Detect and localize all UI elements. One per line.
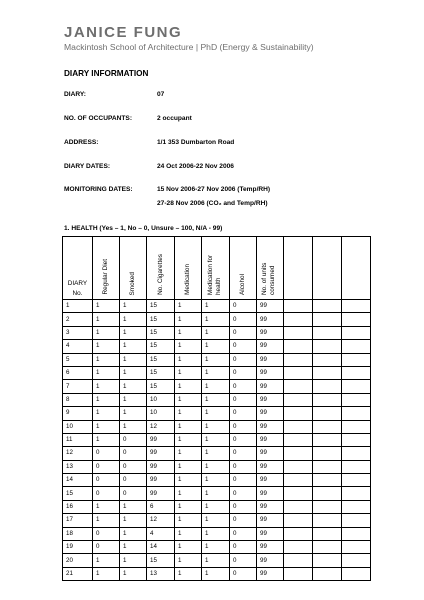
table-cell: 1 [175,474,202,487]
table-row [63,567,371,580]
table-cell: 1 [202,567,230,580]
field-value-monitoring-dates: 15 Nov 2006-27 Nov 2006 (Temp/RH) [157,186,271,193]
table-cell: 1 [120,380,147,393]
column-header-units-consumed: No. of units consumed [257,237,284,300]
table-cell: 1 [120,527,147,540]
table-cell [284,541,313,554]
table-cell: 0 [230,300,257,313]
table-cell: 0 [230,500,257,513]
table-cell: 10 [147,393,175,406]
table-cell [313,313,342,326]
table-cell: 0 [230,353,257,366]
field-label-diary-dates: DIARY DATES: [64,163,111,170]
table-cell: 4 [63,340,93,353]
table-cell: 0 [230,474,257,487]
table-cell: 15 [63,487,93,500]
table-cell: 0 [230,433,257,446]
table-cell: 15 [147,366,175,379]
table-cell [342,326,371,339]
table-cell [284,500,313,513]
health-section-title: 1. HEALTH (Yes – 1, No – 0, Unsure – 100, N/A - 99) [64,225,223,232]
table-cell: 0 [93,460,120,473]
table-cell: 1 [202,313,230,326]
column-header-blank-3 [342,237,371,300]
table-cell [313,460,342,473]
table-cell: 0 [120,433,147,446]
table-row [63,527,371,540]
table-cell: 99 [147,460,175,473]
author-name: JANICE FUNG [64,24,183,41]
table-cell: 1 [120,393,147,406]
table-row [63,420,371,433]
table-cell [313,300,342,313]
table-cell [342,460,371,473]
column-header-no-cigarettes: No. Cigarettes [147,237,175,300]
table-cell: 1 [175,300,202,313]
table-cell: 0 [230,340,257,353]
table-row [63,300,371,313]
table-cell: 13 [63,460,93,473]
table-cell: 1 [93,393,120,406]
table-cell: 17 [63,514,93,527]
table-cell [342,407,371,420]
table-cell: 0 [230,487,257,500]
table-cell: 1 [93,380,120,393]
table-cell: 1 [202,527,230,540]
table-cell: 1 [175,541,202,554]
table-cell: 15 [147,353,175,366]
table-cell: 1 [175,554,202,567]
table-cell: 99 [147,474,175,487]
table-cell: 1 [120,300,147,313]
table-cell [284,527,313,540]
table-cell: 15 [147,326,175,339]
table-cell [342,393,371,406]
field-label-monitoring-dates: MONITORING DATES: [64,186,133,193]
table-row [63,487,371,500]
table-cell: 1 [202,514,230,527]
table-cell: 1 [202,380,230,393]
table-cell: 0 [120,460,147,473]
table-cell: 1 [175,514,202,527]
table-cell: 1 [202,366,230,379]
table-cell [342,487,371,500]
table-cell: 1 [175,353,202,366]
field-label-occupants: NO. OF OCCUPANTS: [64,115,133,122]
table-cell: 14 [147,541,175,554]
table-cell [313,474,342,487]
table-cell [313,567,342,580]
table-cell: 1 [175,313,202,326]
table-cell: 0 [230,393,257,406]
table-cell [342,353,371,366]
table-cell: 1 [120,514,147,527]
table-cell: 0 [230,541,257,554]
table-cell: 1 [202,447,230,460]
table-cell: 21 [63,567,93,580]
diary-header-line2: No. [72,290,83,297]
table-cell: 15 [147,300,175,313]
table-cell: 1 [202,487,230,500]
table-row [63,326,371,339]
table-cell [313,500,342,513]
table-cell: 1 [175,527,202,540]
table-cell: 0 [230,326,257,339]
column-header-blank-1 [284,237,313,300]
table-cell: 99 [257,407,284,420]
table-cell [284,366,313,379]
table-cell: 1 [202,300,230,313]
table-cell: 99 [257,340,284,353]
table-cell [284,407,313,420]
table-cell [313,366,342,379]
table-cell [284,353,313,366]
table-cell: 1 [175,407,202,420]
table-cell: 1 [93,554,120,567]
table-cell [284,313,313,326]
table-cell: 11 [63,433,93,446]
table-cell: 1 [93,407,120,420]
table-cell: 16 [63,500,93,513]
table-cell: 1 [93,300,120,313]
table-cell [342,474,371,487]
field-value-monitoring-dates-2: 27-28 Nov 2006 (CO₂ and Temp/RH) [157,200,268,207]
table-cell [342,500,371,513]
table-cell: 0 [230,366,257,379]
table-row [63,433,371,446]
table-cell: 1 [120,420,147,433]
table-cell: 1 [93,500,120,513]
table-cell [284,474,313,487]
table-cell: 1 [202,326,230,339]
table-cell: 1 [175,433,202,446]
table-cell: 1 [175,393,202,406]
table-row [63,514,371,527]
table-row [63,366,371,379]
table-cell: 99 [257,460,284,473]
table-cell: 1 [175,420,202,433]
table-cell: 1 [93,514,120,527]
table-cell: 1 [120,340,147,353]
table-cell: 1 [120,366,147,379]
table-cell: 10 [63,420,93,433]
table-cell: 99 [257,300,284,313]
table-cell: 18 [63,527,93,540]
table-cell: 99 [147,433,175,446]
table-cell: 1 [93,313,120,326]
table-cell: 0 [230,407,257,420]
table-cell: 0 [93,541,120,554]
table-cell: 7 [63,380,93,393]
table-row [63,460,371,473]
table-cell [284,393,313,406]
table-cell: 1 [175,447,202,460]
table-cell: 1 [93,326,120,339]
table-cell: 0 [120,447,147,460]
table-cell [313,447,342,460]
table-cell: 0 [93,527,120,540]
table-cell: 12 [147,420,175,433]
table-cell: 99 [257,541,284,554]
table-cell [342,541,371,554]
table-cell: 99 [147,447,175,460]
table-cell: 1 [93,420,120,433]
table-cell: 99 [257,353,284,366]
table-cell: 99 [257,420,284,433]
table-row [63,313,371,326]
table-cell [313,527,342,540]
table-cell: 1 [202,460,230,473]
field-value-diary: 07 [157,91,165,98]
table-cell: 1 [202,393,230,406]
table-cell: 12 [63,447,93,460]
table-cell: 99 [257,380,284,393]
author-affiliation: Mackintosh School of Architecture | PhD (Energy & Sustainability) [64,42,314,52]
table-cell [284,380,313,393]
table-cell: 1 [120,313,147,326]
table-cell: 13 [147,567,175,580]
table-cell [313,353,342,366]
table-cell [284,487,313,500]
table-cell: 99 [257,527,284,540]
table-cell [342,527,371,540]
table-cell: 1 [120,541,147,554]
table-cell: 0 [230,554,257,567]
table-cell: 99 [257,433,284,446]
table-cell [313,340,342,353]
table-cell: 1 [175,366,202,379]
table-cell: 0 [93,474,120,487]
table-cell: 4 [147,527,175,540]
table-cell: 99 [257,567,284,580]
column-header-alcohol: Alcohol [230,237,257,300]
table-cell: 1 [202,433,230,446]
table-cell [284,433,313,446]
table-cell: 0 [120,487,147,500]
table-cell: 99 [147,487,175,500]
table-cell [313,541,342,554]
field-label-diary: DIARY: [64,91,86,98]
table-cell: 0 [120,474,147,487]
field-label-address: ADDRESS: [64,139,99,146]
table-cell: 15 [147,340,175,353]
table-cell: 1 [93,567,120,580]
table-row [63,340,371,353]
table-cell: 19 [63,541,93,554]
table-cell: 6 [147,500,175,513]
table-row [63,353,371,366]
table-cell: 99 [257,474,284,487]
table-cell [342,380,371,393]
field-value-diary-dates: 24 Oct 2006-22 Nov 2006 [157,163,234,170]
table-cell: 1 [93,366,120,379]
table-cell [313,514,342,527]
table-cell: 15 [147,313,175,326]
column-header-diary-no [63,237,93,300]
diary-header-line1: DIARY [67,280,88,287]
table-cell [313,380,342,393]
table-cell [342,514,371,527]
table-cell [313,420,342,433]
table-cell: 1 [175,340,202,353]
table-cell [313,407,342,420]
table-cell: 1 [202,420,230,433]
table-cell [313,393,342,406]
table-header-row [63,237,371,300]
table-cell [284,340,313,353]
table-cell: 8 [63,393,93,406]
table-cell: 3 [63,326,93,339]
section-title: DIARY INFORMATION [64,69,149,78]
table-cell: 1 [120,567,147,580]
table-cell: 6 [63,366,93,379]
table-cell: 99 [257,313,284,326]
table-row [63,380,371,393]
table-row [63,474,371,487]
column-header-blank-2 [313,237,342,300]
table-cell: 0 [230,514,257,527]
table-cell: 1 [202,474,230,487]
table-cell [284,420,313,433]
table-cell: 99 [257,366,284,379]
table-cell [284,567,313,580]
table-cell [342,567,371,580]
table-cell [313,433,342,446]
table-cell: 12 [147,514,175,527]
table-cell [284,326,313,339]
table-cell: 99 [257,393,284,406]
table-cell [342,300,371,313]
table-cell: 1 [202,353,230,366]
table-cell: 99 [257,514,284,527]
table-cell: 1 [202,340,230,353]
table-cell: 0 [230,567,257,580]
table-cell: 0 [230,527,257,540]
table-cell: 0 [230,380,257,393]
table-cell: 1 [202,407,230,420]
table-cell [342,433,371,446]
table-cell: 1 [93,433,120,446]
table-cell: 1 [93,340,120,353]
table-cell: 1 [120,500,147,513]
field-value-address: 1/1 353 Dumbarton Road [157,139,235,146]
table-row [63,447,371,460]
table-row [63,407,371,420]
table-cell: 1 [175,487,202,500]
field-value-occupants: 2 occupant [157,115,192,122]
table-cell: 0 [230,447,257,460]
health-table [62,236,371,581]
table-cell: 1 [175,326,202,339]
table-cell: 1 [120,326,147,339]
table-cell: 1 [175,500,202,513]
column-header-medication-for-health: Medication for health [202,237,230,300]
table-cell [313,554,342,567]
table-row [63,541,371,554]
table-cell: 0 [230,420,257,433]
table-cell [342,554,371,567]
table-cell [284,554,313,567]
table-cell: 99 [257,447,284,460]
table-cell: 2 [63,313,93,326]
table-row [63,554,371,567]
table-cell: 1 [93,353,120,366]
table-cell: 20 [63,554,93,567]
table-cell: 9 [63,407,93,420]
table-cell: 0 [93,447,120,460]
column-header-medication: Medication [175,237,202,300]
table-cell: 1 [175,380,202,393]
table-cell [342,313,371,326]
table-cell: 14 [63,474,93,487]
table-cell: 0 [230,460,257,473]
table-cell [342,420,371,433]
column-header-regular-diet: Regular Diet [93,237,120,300]
table-cell [342,340,371,353]
table-cell [284,460,313,473]
column-header-smoked: Smoked [120,237,147,300]
table-cell: 1 [202,554,230,567]
table-cell: 99 [257,487,284,500]
table-cell: 1 [120,353,147,366]
table-cell: 0 [230,313,257,326]
table-cell [284,447,313,460]
table-cell: 0 [93,487,120,500]
table-row [63,500,371,513]
table-cell: 1 [175,567,202,580]
table-cell: 99 [257,500,284,513]
table-cell: 1 [120,407,147,420]
table-cell: 1 [175,460,202,473]
table-cell [313,487,342,500]
table-cell: 5 [63,353,93,366]
table-cell: 1 [120,554,147,567]
table-cell [284,514,313,527]
table-cell [284,300,313,313]
table-cell [313,326,342,339]
table-cell: 15 [147,380,175,393]
table-cell: 1 [202,500,230,513]
table-cell: 99 [257,326,284,339]
table-cell [342,366,371,379]
table-cell: 1 [202,541,230,554]
table-cell: 15 [147,554,175,567]
table-row [63,393,371,406]
table-cell: 10 [147,407,175,420]
table-cell [342,447,371,460]
table-cell: 1 [63,300,93,313]
table-cell: 99 [257,554,284,567]
